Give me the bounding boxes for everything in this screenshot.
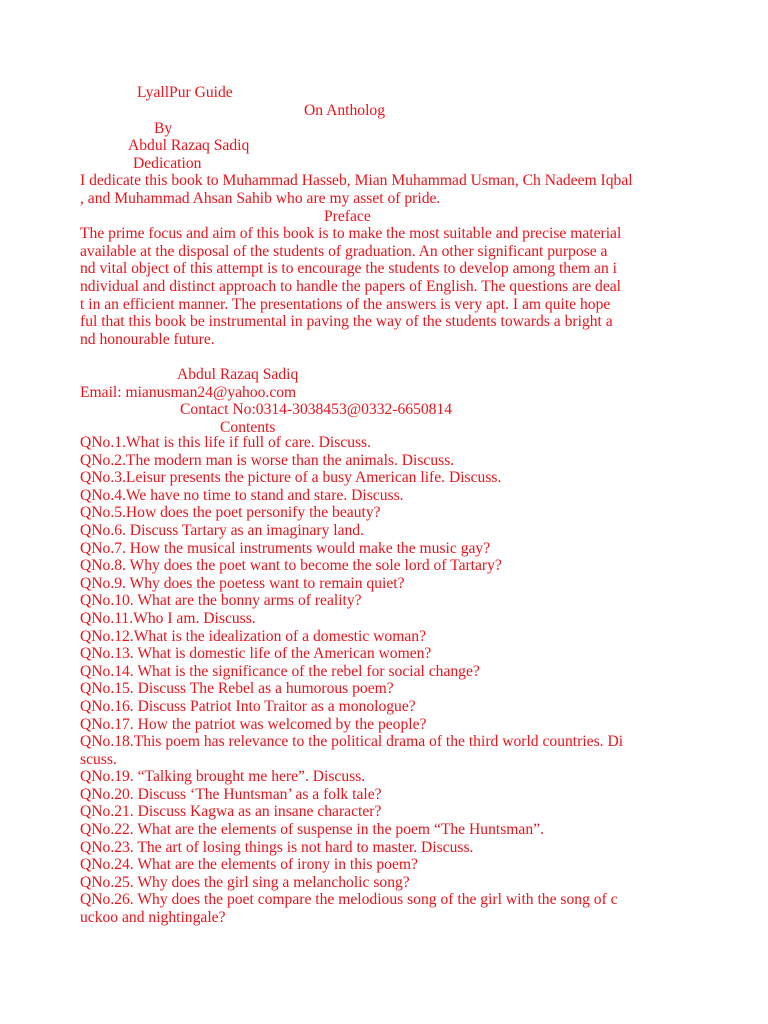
preface-line: nd vital object of this attempt is to encourage the students to develop among them an i <box>80 260 617 277</box>
contents-item: QNo.2.The modern man is worse than the animals. Discuss. <box>80 451 455 469</box>
contents-item: QNo.26. Why does the poet compare the melodious song of the girl with the song of c <box>80 891 618 909</box>
email-line: Email: mianusman24@yahoo.com <box>80 384 297 401</box>
contents-item: QNo.18.This poem has relevance to the political drama of the third world countries. Di <box>80 733 624 751</box>
preface-line: nd honourable future. <box>80 331 215 348</box>
dedication-line: , and Muhammad Ahsan Sahib who are my asset of pride. <box>80 190 441 207</box>
contents-item: QNo.22. What are the elements of suspense in the poem “The Huntsman”. <box>80 821 544 839</box>
contents-item: QNo.13. What is domestic life of the American women? <box>80 645 432 663</box>
preface-heading: Preface <box>324 208 371 225</box>
contents-item: QNo.16. Discuss Patriot Into Traitor as a monologue? <box>80 697 416 715</box>
contents-item: QNo.17. How the patriot was welcomed by the people? <box>80 715 427 733</box>
contents-item: QNo.4.We have no time to stand and stare. Discuss. <box>80 486 404 504</box>
book-title: LyallPur Guide <box>137 84 233 101</box>
contents-item: QNo.6. Discuss Tartary as an imaginary land. <box>80 521 365 539</box>
contents-item: QNo.11.Who I am. Discuss. <box>80 609 256 627</box>
contents-item: QNo.8. Why does the poet want to become the sole lord of Tartary? <box>80 557 502 575</box>
contents-item: QNo.25. Why does the girl sing a melancholic song? <box>80 873 410 891</box>
preface-line: available at the disposal of the students of graduation. An other significant purpose a <box>80 243 608 260</box>
contents-item: QNo.7. How the musical instruments would make the music gay? <box>80 539 491 557</box>
author-name: Abdul Razaq Sadiq <box>128 137 250 154</box>
preface-line: ndividual and distinct approach to handle the papers of English. The questions are deal <box>80 278 622 295</box>
preface-line: ful that this book be instrumental in paving the way of the students towards a bright a <box>80 313 613 330</box>
contents-item: uckoo and nightingale? <box>80 909 226 927</box>
preface-line: t in an efficient manner. The presentations of the answers is very apt. I am quite hope <box>80 296 611 313</box>
contents-list <box>80 434 623 927</box>
contents-item: QNo.5.How does the poet personify the beauty? <box>80 504 381 522</box>
contents-item: QNo.23. The art of losing things is not hard to master. Discuss. <box>80 838 474 856</box>
contents-heading: Contents <box>220 419 276 436</box>
contents-item: QNo.10. What are the bonny arms of reality? <box>80 592 362 610</box>
signature-name: Abdul Razaq Sadiq <box>177 366 299 383</box>
preface-line: The prime focus and aim of this book is to make the most suitable and precise material <box>80 225 622 242</box>
by-label: By <box>154 120 173 137</box>
dedication-heading: Dedication <box>133 155 202 172</box>
contents-item: QNo.12.What is the idealization of a domestic woman? <box>80 627 426 645</box>
contents-item: QNo.1.What is this life if full of care. Discuss. <box>80 434 372 451</box>
contents-item: scuss. <box>80 750 117 768</box>
book-subtitle: On Antholog <box>304 102 386 119</box>
contents-item: QNo.3.Leisur presents the picture of a busy American life. Discuss. <box>80 469 502 487</box>
contents-item: QNo.9. Why does the poetess want to remain quiet? <box>80 574 405 592</box>
contents-item: QNo.15. Discuss The Rebel as a humorous poem? <box>80 680 394 698</box>
contents-item: QNo.20. Discuss ‘The Huntsman’ as a folk tale? <box>80 785 382 803</box>
contents-item: QNo.21. Discuss Kagwa as an insane character? <box>80 803 382 821</box>
contents-item: QNo.14. What is the significance of the rebel for social change? <box>80 662 480 680</box>
dedication-line: I dedicate this book to Muhammad Hasseb, Mian Muhammad Usman, Ch Nadeem Iqbal <box>80 172 633 189</box>
contents-item: QNo.24. What are the elements of irony in this poem? <box>80 856 418 874</box>
contact-line: Contact No:0314-3038453@0332-6650814 <box>180 401 453 418</box>
contents-item: QNo.19. “Talking brought me here”. Discuss. <box>80 768 366 786</box>
